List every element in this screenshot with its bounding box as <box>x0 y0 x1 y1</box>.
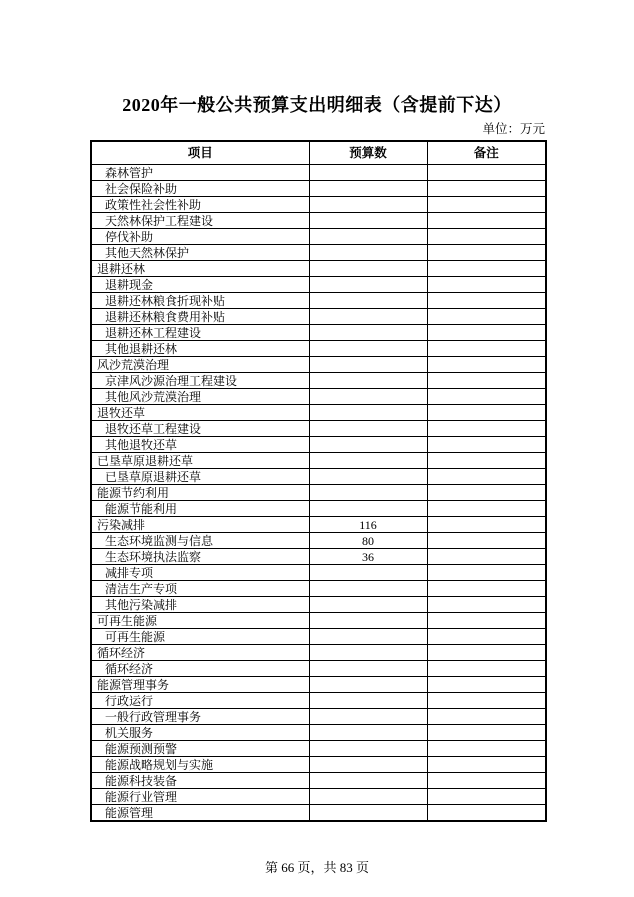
table-row <box>91 709 546 725</box>
item-cell: 减排专项 <box>91 565 309 581</box>
note-cell <box>427 325 546 341</box>
item-cell: 能源管理 <box>91 805 309 822</box>
note-cell <box>427 533 546 549</box>
table-row <box>91 805 546 822</box>
item-cell: 能源节约利用 <box>91 485 309 501</box>
table-row <box>91 213 546 229</box>
table-row <box>91 197 546 213</box>
note-cell <box>427 565 546 581</box>
budget-cell <box>309 405 427 421</box>
table-row <box>91 693 546 709</box>
item-cell: 循环经济 <box>91 661 309 677</box>
item-cell: 能源行业管理 <box>91 789 309 805</box>
note-cell <box>427 437 546 453</box>
table-row <box>91 613 546 629</box>
budget-cell <box>309 165 427 181</box>
item-cell: 其他退牧还草 <box>91 437 309 453</box>
item-cell: 政策性社会性补助 <box>91 197 309 213</box>
item-cell: 机关服务 <box>91 725 309 741</box>
item-cell: 可再生能源 <box>91 629 309 645</box>
note-cell <box>427 789 546 805</box>
table-row <box>91 261 546 277</box>
table-row <box>91 581 546 597</box>
budget-cell <box>309 629 427 645</box>
table-row <box>91 341 546 357</box>
budget-cell <box>309 213 427 229</box>
header-note: 备注 <box>427 141 546 165</box>
item-cell: 能源管理事务 <box>91 677 309 693</box>
item-cell: 行政运行 <box>91 693 309 709</box>
item-cell: 循环经济 <box>91 645 309 661</box>
item-cell: 一般行政管理事务 <box>91 709 309 725</box>
note-cell <box>427 581 546 597</box>
budget-cell <box>309 741 427 757</box>
budget-cell <box>309 485 427 501</box>
note-cell <box>427 501 546 517</box>
budget-cell: 80 <box>309 533 427 549</box>
table-row <box>91 565 546 581</box>
budget-cell <box>309 389 427 405</box>
table-row <box>91 645 546 661</box>
table-row <box>91 789 546 805</box>
note-cell <box>427 661 546 677</box>
table-row <box>91 437 546 453</box>
item-cell: 京津风沙源治理工程建设 <box>91 373 309 389</box>
note-cell <box>427 613 546 629</box>
note-cell <box>427 629 546 645</box>
item-cell: 生态环境执法监察 <box>91 549 309 565</box>
note-cell <box>427 773 546 789</box>
page-title: 2020年一般公共预算支出明细表（含提前下达） <box>122 95 512 115</box>
note-cell <box>427 741 546 757</box>
note-cell <box>427 373 546 389</box>
table-row <box>91 629 546 645</box>
table-row <box>91 373 546 389</box>
note-cell <box>427 677 546 693</box>
item-cell: 其他风沙荒漠治理 <box>91 389 309 405</box>
budget-cell <box>309 789 427 805</box>
item-cell: 清洁生产专项 <box>91 581 309 597</box>
budget-cell <box>309 501 427 517</box>
table-row <box>91 517 546 533</box>
table-row <box>91 325 546 341</box>
table-header-row <box>91 141 546 165</box>
budget-cell <box>309 357 427 373</box>
item-cell: 已垦草原退耕还草 <box>91 453 309 469</box>
item-cell: 退耕还林 <box>91 261 309 277</box>
table-row <box>91 245 546 261</box>
note-cell <box>427 805 546 822</box>
table-row <box>91 501 546 517</box>
budget-cell <box>309 725 427 741</box>
item-cell: 其他天然林保护 <box>91 245 309 261</box>
budget-cell <box>309 197 427 213</box>
note-cell <box>427 293 546 309</box>
note-cell <box>427 725 546 741</box>
item-cell: 退牧还草工程建设 <box>91 421 309 437</box>
budget-cell: 116 <box>309 517 427 533</box>
budget-cell <box>309 341 427 357</box>
note-cell <box>427 165 546 181</box>
note-cell <box>427 389 546 405</box>
item-cell: 社会保险补助 <box>91 181 309 197</box>
table-row <box>91 229 546 245</box>
item-cell: 能源科技装备 <box>91 773 309 789</box>
note-cell <box>427 229 546 245</box>
budget-cell <box>309 677 427 693</box>
note-cell <box>427 277 546 293</box>
table-row <box>91 485 546 501</box>
item-cell: 其他退耕还林 <box>91 341 309 357</box>
table-row <box>91 309 546 325</box>
budget-cell <box>309 277 427 293</box>
table-row <box>91 293 546 309</box>
note-cell <box>427 597 546 613</box>
item-cell: 退耕还林工程建设 <box>91 325 309 341</box>
table-row <box>91 181 546 197</box>
budget-cell <box>309 181 427 197</box>
budget-cell <box>309 773 427 789</box>
budget-cell <box>309 805 427 822</box>
budget-cell <box>309 373 427 389</box>
budget-cell <box>309 613 427 629</box>
header-budget: 预算数 <box>309 141 427 165</box>
item-cell: 其他污染减排 <box>91 597 309 613</box>
note-cell <box>427 517 546 533</box>
note-cell <box>427 405 546 421</box>
budget-cell <box>309 309 427 325</box>
budget-cell <box>309 709 427 725</box>
table-row <box>91 357 546 373</box>
budget-cell <box>309 261 427 277</box>
note-cell <box>427 469 546 485</box>
budget-cell <box>309 245 427 261</box>
item-cell: 退耕还林粮食费用补贴 <box>91 309 309 325</box>
table-row <box>91 389 546 405</box>
note-cell <box>427 693 546 709</box>
page-number-footer: 第 66 页，共 83 页 <box>264 860 369 875</box>
item-cell: 能源预测预警 <box>91 741 309 757</box>
budget-cell <box>309 437 427 453</box>
budget-cell <box>309 325 427 341</box>
item-cell: 能源节能利用 <box>91 501 309 517</box>
budget-cell <box>309 421 427 437</box>
table-row <box>91 677 546 693</box>
table-row <box>91 757 546 773</box>
note-cell <box>427 485 546 501</box>
table-row <box>91 453 546 469</box>
budget-cell <box>309 645 427 661</box>
table-row <box>91 741 546 757</box>
budget-cell <box>309 229 427 245</box>
table-row <box>91 421 546 437</box>
item-cell: 可再生能源 <box>91 613 309 629</box>
item-cell: 污染减排 <box>91 517 309 533</box>
table-body <box>91 165 546 822</box>
budget-table <box>90 140 547 822</box>
budget-cell <box>309 693 427 709</box>
budget-cell: 36 <box>309 549 427 565</box>
table-row <box>91 773 546 789</box>
note-cell <box>427 453 546 469</box>
budget-cell <box>309 757 427 773</box>
item-cell: 能源战略规划与实施 <box>91 757 309 773</box>
table-row <box>91 165 546 181</box>
budget-cell <box>309 597 427 613</box>
item-cell: 已垦草原退耕还草 <box>91 469 309 485</box>
item-cell: 天然林保护工程建设 <box>91 213 309 229</box>
note-cell <box>427 549 546 565</box>
budget-cell <box>309 453 427 469</box>
note-cell <box>427 357 546 373</box>
item-cell: 停伐补助 <box>91 229 309 245</box>
note-cell <box>427 709 546 725</box>
budget-cell <box>309 581 427 597</box>
table-row <box>91 661 546 677</box>
note-cell <box>427 181 546 197</box>
note-cell <box>427 757 546 773</box>
budget-cell <box>309 293 427 309</box>
note-cell <box>427 213 546 229</box>
table-row <box>91 405 546 421</box>
header-item: 项目 <box>91 141 309 165</box>
item-cell: 风沙荒漠治理 <box>91 357 309 373</box>
table-row <box>91 549 546 565</box>
unit-label: 单位：万元 <box>482 122 545 136</box>
table-row <box>91 597 546 613</box>
table-row <box>91 469 546 485</box>
item-cell: 退耕现金 <box>91 277 309 293</box>
table-row <box>91 725 546 741</box>
budget-cell <box>309 469 427 485</box>
item-cell: 生态环境监测与信息 <box>91 533 309 549</box>
note-cell <box>427 261 546 277</box>
table-row <box>91 277 546 293</box>
budget-cell <box>309 565 427 581</box>
note-cell <box>427 309 546 325</box>
note-cell <box>427 197 546 213</box>
note-cell <box>427 645 546 661</box>
item-cell: 森林管护 <box>91 165 309 181</box>
item-cell: 退牧还草 <box>91 405 309 421</box>
table-row <box>91 533 546 549</box>
note-cell <box>427 421 546 437</box>
item-cell: 退耕还林粮食折现补贴 <box>91 293 309 309</box>
note-cell <box>427 341 546 357</box>
note-cell <box>427 245 546 261</box>
budget-cell <box>309 661 427 677</box>
